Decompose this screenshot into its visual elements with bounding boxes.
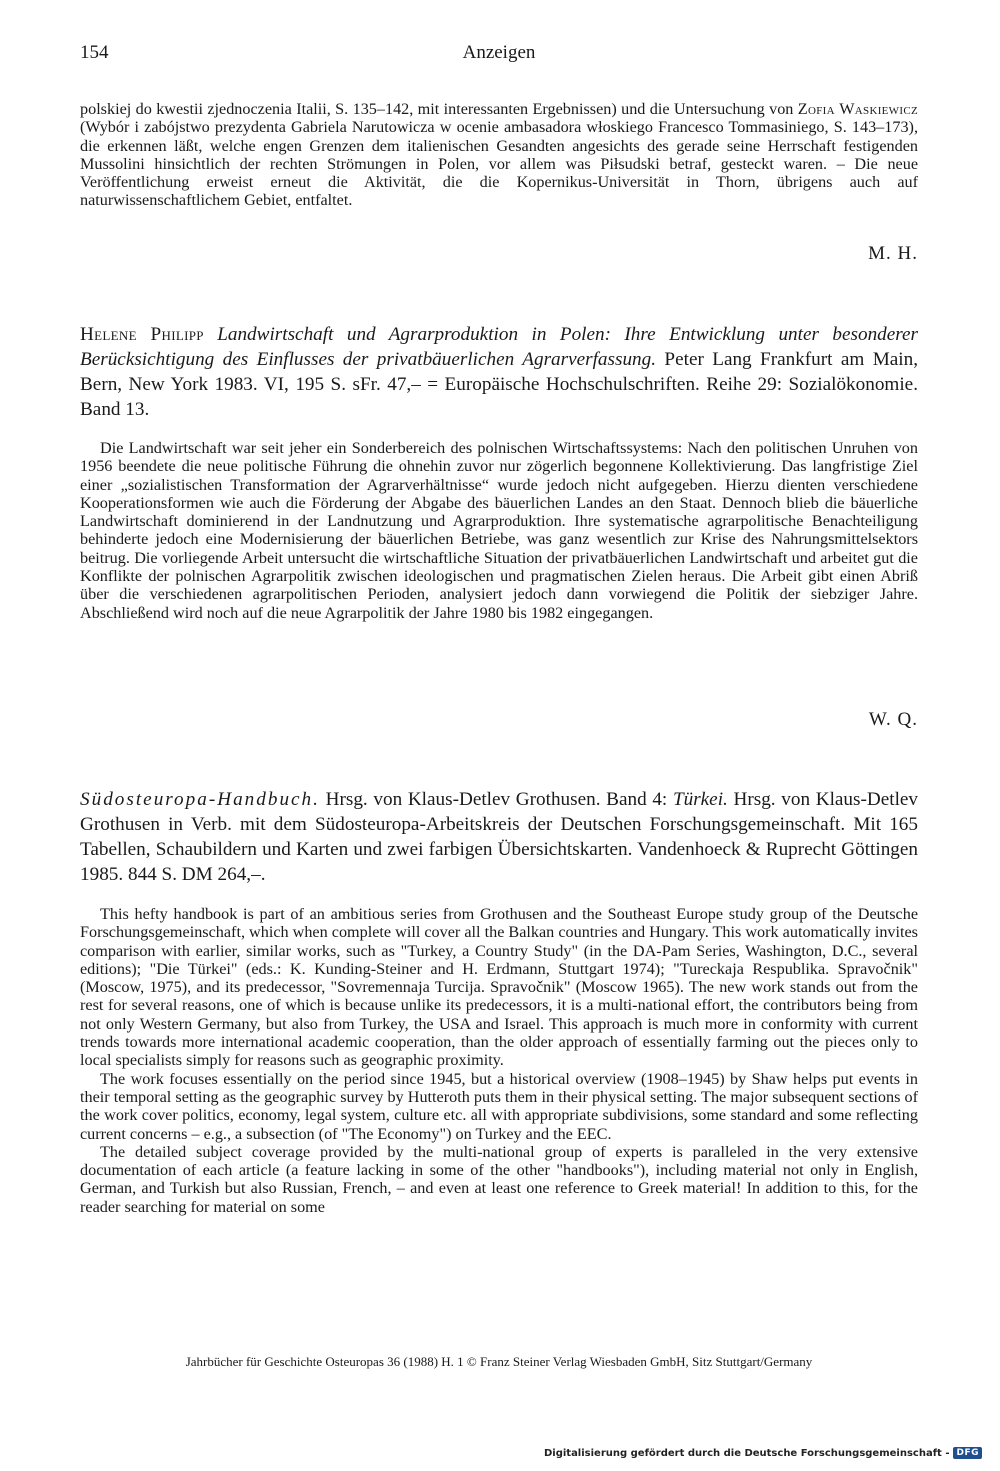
review-2-body [80, 439, 918, 622]
review-3-paragraph-3: The detailed subject coverage provided by the multi-national group of experts is paralleled in the very extensive documentation of each article (a feature lacking in some of the other "handbooks"), including material not only in English, German, and Turkish but also Russian, French, – and even at least one reference to Greek material! In addition to this, for the reader searching for material on some [80, 1142, 918, 1216]
review-1-author: Zofia Waskiewicz [797, 100, 918, 118]
review-2-initials: W. Q. [868, 709, 918, 730]
review-1-body [80, 100, 918, 210]
review-2-heading [80, 322, 918, 422]
review-3-paragraph-2: The work focuses essentially on the period since 1945, but a historical overview (1908–1945) by Shaw helps put events in their temporal setting as the geographic survey by Hutteroth puts them in their physical setting. The major subsequent sections of the work cover politics, economy, legal system, culture etc. all with appropriate subdivisions, some standard and some reflecting current concerns – e.g., a subsection (of "The Economy") on Turkey and the EEC. [80, 1069, 918, 1143]
review-3-title: Südosteuropa-Handbuch. [80, 789, 320, 810]
review-2-title: Landwirtschaft und Agrarproduktion in Polen: Ihre Entwicklung unter besonderer Berücksichtigung des Einflusses der privatbäuerlichen Agrarverfassung. [80, 324, 919, 370]
review-1-paragraph: polskiej do kwestii zjednoczenia Italii, S. 135–142, mit interessanten Ergebnissen) und die Untersuchung von Zofia Waskiewicz (Wybór i zabójstwo prezydenta Gabriela Narutowicza w ocenie ambasadora włoskiego Francesco Tommasiniego, S. 143–173), die erkennen läßt, welche engen Grenzen dem italienischen Gesandten angesichts des gerade seine Herrschaft festigenden Mussolini hinsichtlich der rechten Strömungen in Polen, vor allem was Piłsudski betraf, gesteckt waren. – Die neue Veröffentlichung erweist erneut die Aktivität, die die Kopernikus-Universität in Thorn, übrigens auch auf naturwissenschaftlichem Gebiet, entfaltet. [80, 100, 918, 210]
review-3-details: Hrsg. von Klaus-Detlev Grothusen in Verb. mit dem Südosteuropa-Arbeitskreis der Deutschen Forschungsgemeinschaft. Mit 165 Tabellen, Schaubildern und Karten und zwei farbigen Übersichtskarten. Vandenhoeck & Ruprecht Göttingen 1985. 844 S. DM 264,–. [80, 789, 919, 885]
page-number: 154 [80, 42, 109, 63]
review-3-paragraph-1: This hefty handbook is part of an ambitious series from Grothusen and the Southeast Europe study group of the Deutsche Forschungsgemeinschaft, which when complete will cover all the Balkan countries and Hungary. This work automatically invites comparison with earlier, similar works, such as "Turkey, a Country Study" (in the DA-Pam Series, Washington, D.C., several editions); "Die Türkei" (eds.: K. Kunding-Steiner and H. Erdmann, Stuttgart 1974); "Tureckaja Respublika. Spravočnik" (Moscow, 1975), and its predecessor, "Sovremennaja Turcija. Spravočnik" (Moscow 1965). The new work stands out from the rest for several reasons, one of which is because unlike its predecessors, it is a multi-national effort, the contributors being from not only Western Germany, but also from Turkey, the USA and Israel. This approach is much more in conformity with current trends towards more international academic cooperation, than the older approach of essentially farming out the pieces only to local specialists simply for reasons such as geographic proximity. [80, 905, 918, 1070]
page-header [80, 42, 918, 72]
digitization-text: Digitalisierung gefördert durch die Deutsche Forschungsgemeinschaft - [543, 1447, 950, 1459]
digitization-note [544, 1447, 982, 1459]
page-footer: Jahrbücher für Geschichte Osteuropas 36 (1988) H. 1 © Franz Steiner Verlag Wiesbaden GmbH, Sitz Stuttgart/Germany [185, 1354, 813, 1369]
review-2-author: Helene Philipp [80, 324, 204, 345]
review-3-heading: Südosteuropa-Handbuch. Hrsg. von Klaus-Detlev Grothusen. Band 4: Türkei. Hrsg. von Klaus-Detlev Grothusen in Verb. mit dem Südosteuropa-Arbeitskreis der Deutschen Forschungsgemeinschaft. Mit 165 Tabellen, Schaubildern und Karten und zwei farbigen Übersichtskarten. Vandenhoeck & Ruprecht Göttingen 1985. 844 S. DM 264,–. [80, 789, 919, 885]
review-2-publication: Peter Lang Frankfurt am Main, Bern, New York 1983. VI, 195 S. sFr. 47,– = Europäische Hochschulschriften. Reihe 29: Sozialökonomie. Band 13. [80, 349, 918, 420]
dfg-logo: DFG [953, 1447, 982, 1459]
review-2-paragraph: Die Landwirtschaft war seit jeher ein Sonderbereich des polnischen Wirtschaftssystems: Nach den politischen Unruhen von 1956 beendete die neue politische Führung die ohnehin zuvor nur zögerlich begonnene Kollektivierung. Das langfristige Ziel einer „sozialistischen Transformation der Agrarverhältnisse“ wurde jedoch nicht aufgegeben. Hierzu dienten verschiedene Kooperationsformen wie auch die Förderung der Abgabe des bäuerlichen Landes an den Staat. Dennoch blieb die bäuerliche Landwirtschaft dominierend in der Landnutzung und Agrarproduktion. Ihre systematische agrarpolitische Benachteiligung behinderte jedoch eine Modernisierung der bäuerlichen Betriebe, was ganz wesentlich zur Krise des Nahrungsmittelsektors beitrug. Die vorliegende Arbeit untersucht die wirtschaftliche Situation der privatbäuerlichen Landwirtschaft und arbeitet gut die Konflikte der polnischen Agrarpolitik zwischen ideologischen und pragmatischen Zielen heraus. Die Arbeit gibt einen Abriß über die verschiedenen agrarpolitischen Perioden, analysiert jedoch dann vorwiegend die Politik der siebziger Jahre. Abschließend wird noch auf die neue Agrarpolitik der Jahre 1980 bis 1982 eingegangen. [80, 439, 918, 622]
review-3-body [80, 905, 918, 1216]
review-1-initials: M. H. [868, 243, 918, 264]
running-title: Anzeigen [462, 42, 536, 63]
review-3-volume: Türkei. [672, 789, 728, 810]
